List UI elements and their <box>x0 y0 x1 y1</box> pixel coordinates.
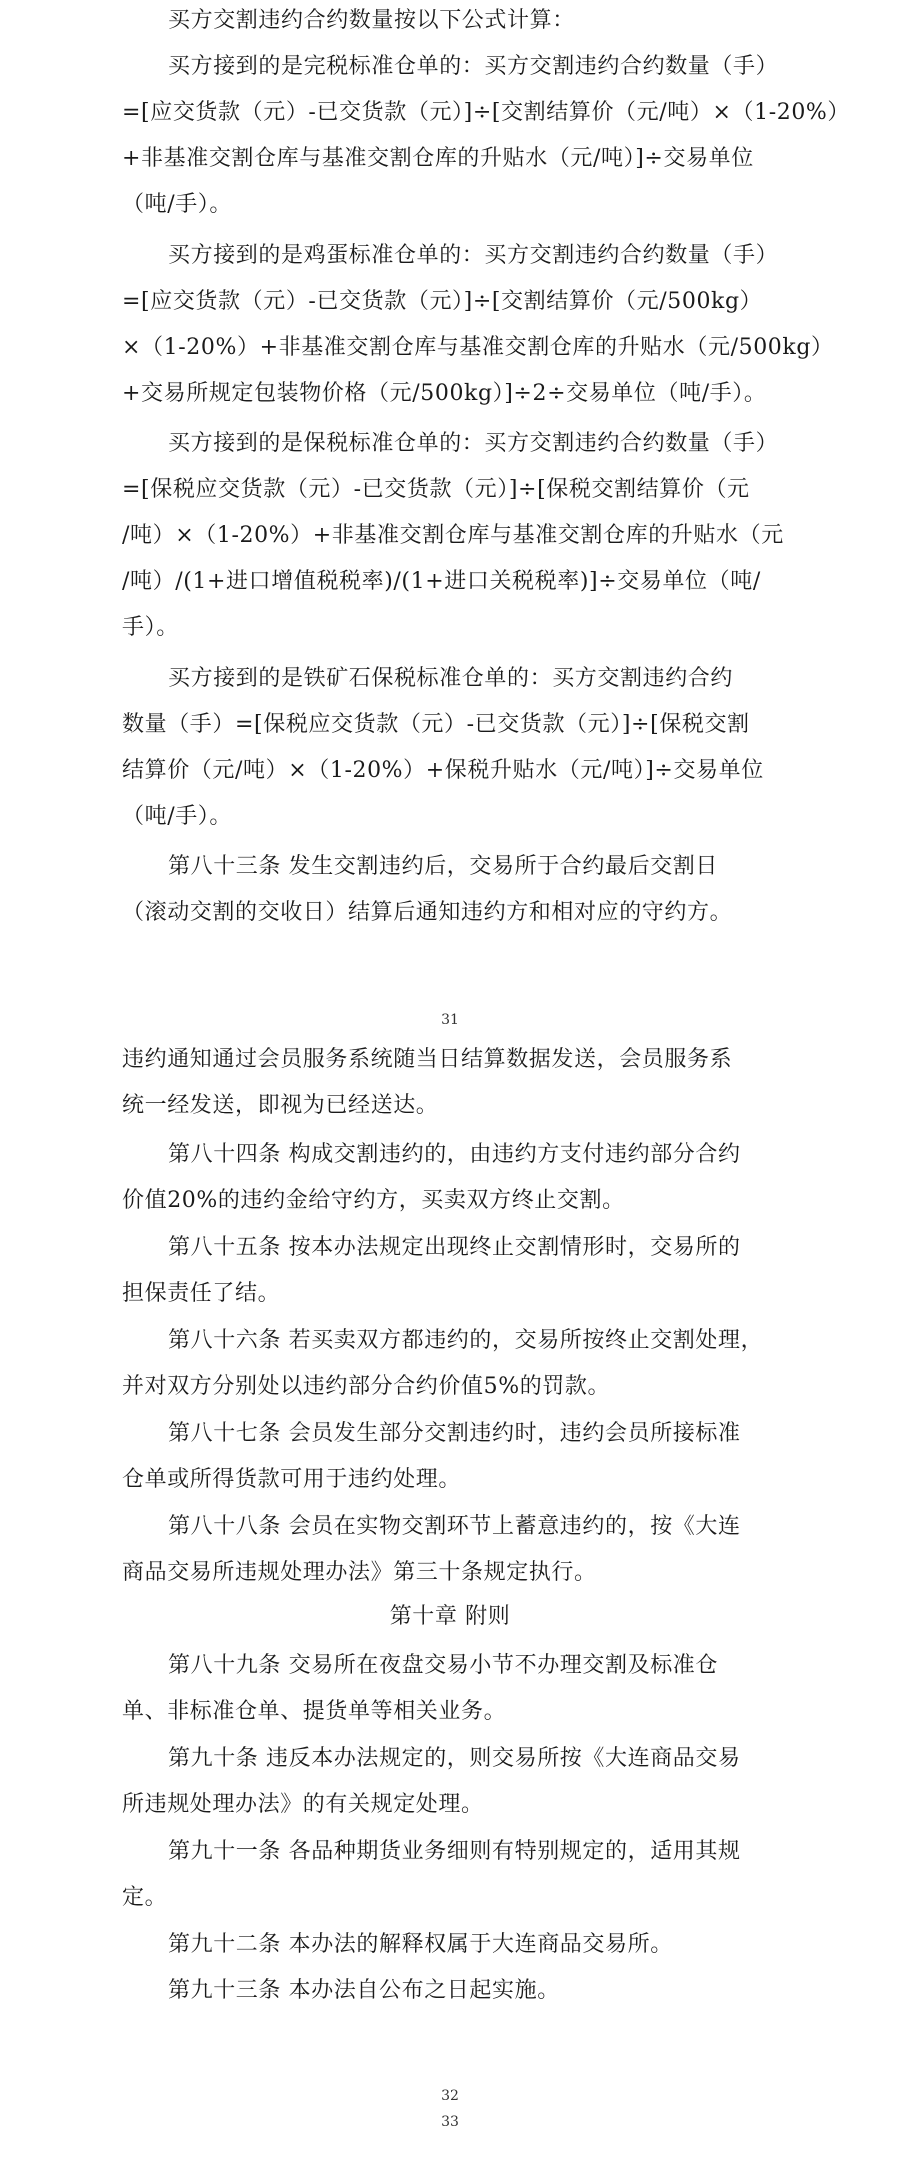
article-87-line: 第八十七条 会员发生部分交割违约时，违约会员所接标准 <box>168 1421 741 1446</box>
text-line: ×（1-20%）+非基准交割仓库与基准交割仓库的升贴水（元/500kg） <box>122 335 834 360</box>
chapter-heading: 第十章 附则 <box>389 1604 511 1629</box>
text-line: 单、非标准仓单、提货单等相关业务。 <box>122 1699 507 1724</box>
text-line: +非基准交割仓库与基准交割仓库的升贴水（元/吨）]÷交易单位 <box>122 146 754 171</box>
text-line: =[保税应交货款（元）-已交货款（元）]÷[保税交割结算价（元 <box>122 477 750 502</box>
text-line: =[应交货款（元）-已交货款（元）]÷[交割结算价（元/500kg） <box>122 289 763 314</box>
text-line: （滚动交割的交收日）结算后通知违约方和相对应的守约方。 <box>122 900 733 925</box>
text-line: （吨/手）。 <box>122 804 233 829</box>
article-85-line: 第八十五条 按本办法规定出现终止交割情形时，交易所的 <box>168 1235 741 1260</box>
page-number: 32 <box>441 2088 459 2104</box>
text-line: 买方接到的是铁矿石保税标准仓单的：买方交割违约合约 <box>168 666 734 691</box>
article-93-line: 第九十三条 本办法自公布之日起实施。 <box>168 1978 560 2003</box>
article-89-line: 第八十九条 交易所在夜盘交易小节不办理交割及标准仓 <box>168 1653 718 1678</box>
article-90-line: 第九十条 违反本办法规定的，则交易所按《大连商品交易 <box>168 1746 741 1771</box>
text-line: 数量（手）=[保税应交货款（元）-已交货款（元）]÷[保税交割 <box>122 712 750 737</box>
article-84-line: 第八十四条 构成交割违约的，由违约方支付违约部分合约 <box>168 1142 741 1167</box>
article-92-line: 第九十二条 本办法的解释权属于大连商品交易所。 <box>168 1932 673 1957</box>
text-line: 所违规处理办法》的有关规定处理。 <box>122 1792 484 1817</box>
text-line: 手）。 <box>122 615 179 640</box>
text-line: 统一经发送，即视为已经送达。 <box>122 1093 439 1118</box>
text-line: 买方接到的是保税标准仓单的：买方交割违约合约数量（手） <box>168 431 779 456</box>
text-line: 结算价（元/吨）×（1-20%）+保税升贴水（元/吨）]÷交易单位 <box>122 758 764 783</box>
text-line: 定。 <box>122 1885 168 1910</box>
article-91-line: 第九十一条 各品种期货业务细则有特别规定的，适用其规 <box>168 1839 741 1864</box>
article-88-line: 第八十八条 会员在实物交割环节上蓄意违约的，按《大连 <box>168 1514 741 1539</box>
text-line: /吨）×（1-20%）+非基准交割仓库与基准交割仓库的升贴水（元 <box>122 523 784 548</box>
text-line: 价值20%的违约金给守约方，买卖双方终止交割。 <box>122 1188 625 1213</box>
text-line: +交易所规定包装物价格（元/500kg）]÷2÷交易单位（吨/手）。 <box>122 381 767 406</box>
text-line: 买方接到的是完税标准仓单的：买方交割违约合约数量（手） <box>168 54 779 79</box>
article-83-line: 第八十三条 发生交割违约后，交易所于合约最后交割日 <box>168 854 718 879</box>
text-line: 担保责任了结。 <box>122 1281 281 1306</box>
text-line: 买方交割违约合约数量按以下公式计算： <box>168 8 575 33</box>
text-line: =[应交货款（元）-已交货款（元）]÷[交割结算价（元/吨）×（1-20%） <box>122 100 851 125</box>
text-line: 违约通知通过会员服务系统随当日结算数据发送，会员服务系 <box>122 1047 733 1072</box>
text-line: 商品交易所违规处理办法》第三十条规定执行。 <box>122 1560 597 1585</box>
text-line: （吨/手）。 <box>122 192 233 217</box>
article-86-line: 第八十六条 若买卖双方都违约的，交易所按终止交割处理， <box>168 1328 764 1353</box>
text-line: 仓单或所得货款可用于违约处理。 <box>122 1467 462 1492</box>
text-line: 买方接到的是鸡蛋标准仓单的：买方交割违约合约数量（手） <box>168 243 779 268</box>
page-number: 31 <box>441 1012 459 1028</box>
text-line: 并对双方分别处以违约部分合约价值5%的罚款。 <box>122 1374 611 1399</box>
text-line: /吨）/(1+进口增值税税率)/(1+进口关税税率)]÷交易单位（吨/ <box>122 569 761 594</box>
page-number: 33 <box>441 2114 459 2130</box>
